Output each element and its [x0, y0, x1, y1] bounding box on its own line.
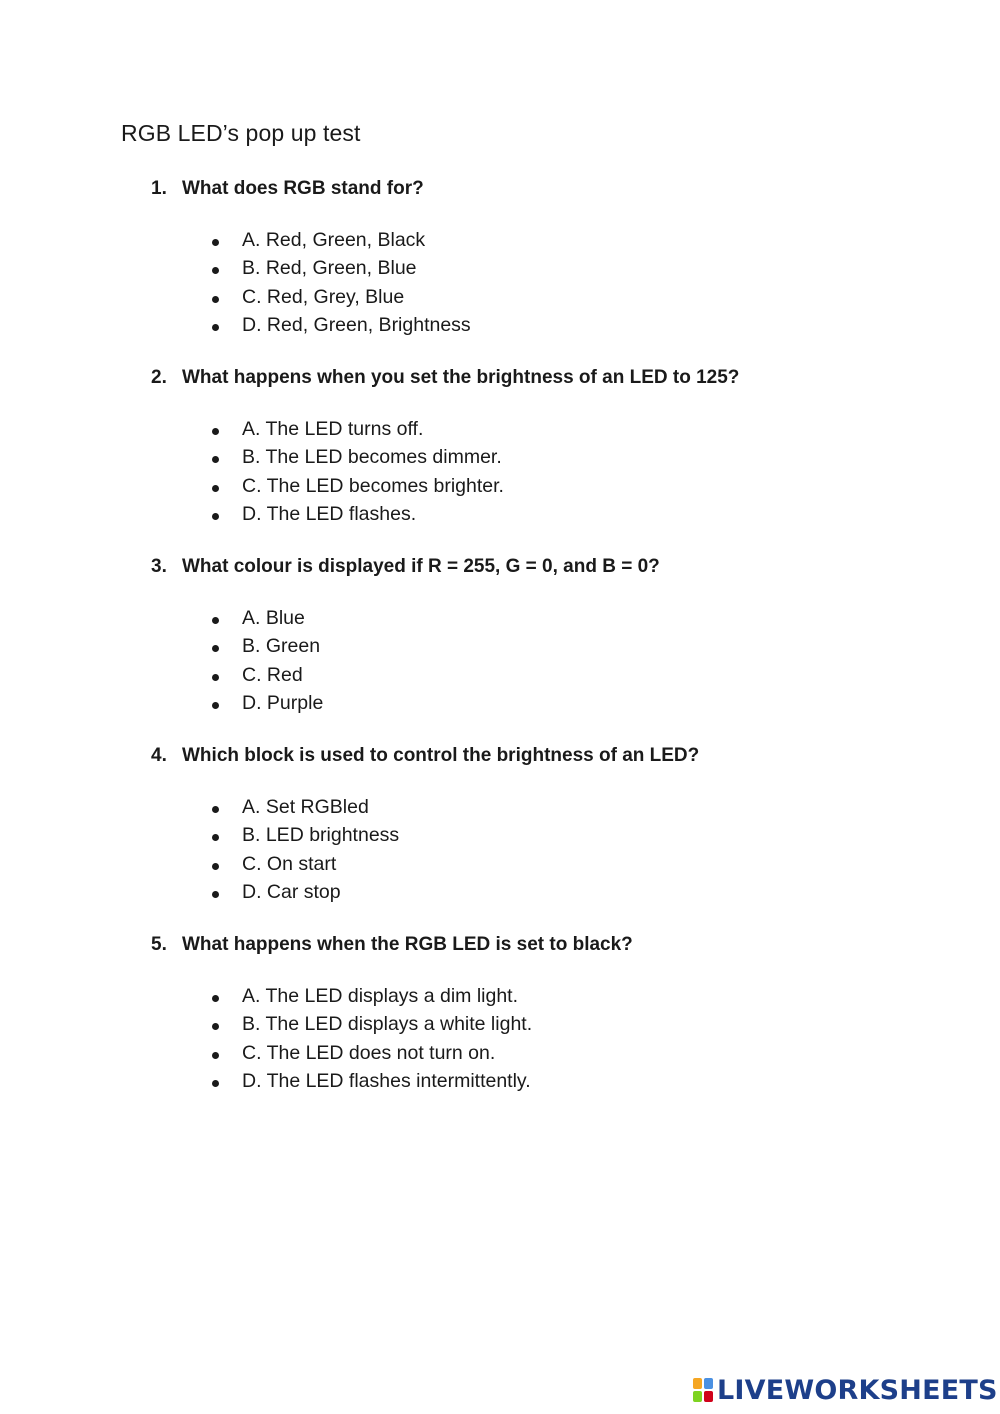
option-label: D. Car stop	[242, 881, 341, 904]
question-number: 3.	[151, 556, 167, 577]
option-label: D. The LED flashes.	[242, 503, 417, 526]
question-heading	[151, 745, 699, 767]
bullet-icon	[212, 995, 219, 1002]
option-label: B. The LED becomes dimmer.	[242, 446, 502, 469]
bullet-icon	[212, 645, 219, 652]
question-text: What happens when you set the brightness of an LED to 125?	[182, 367, 740, 388]
logo-square-1	[693, 1378, 702, 1389]
option-label: A. The LED displays a dim light.	[242, 985, 519, 1007]
bullet-icon	[212, 702, 219, 709]
option-label: A. Blue	[242, 607, 305, 629]
question-heading	[151, 934, 633, 956]
option-label: C. Red	[242, 663, 303, 686]
bullet-icon	[212, 891, 219, 898]
bullet-icon	[212, 1080, 219, 1087]
question-text: What colour is displayed if R = 255, G = 0, and B = 0?	[182, 556, 660, 577]
option-label: C. Red, Grey, Blue	[242, 285, 405, 308]
option-label: B. Red, Green, Blue	[242, 257, 417, 280]
question-number: 5.	[151, 934, 167, 955]
question-heading	[151, 556, 660, 578]
option-label: C. The LED becomes brighter.	[242, 474, 504, 497]
option-label: D. The LED flashes intermittently.	[242, 1070, 531, 1093]
bullet-icon	[212, 834, 219, 841]
bullet-icon	[212, 1052, 219, 1059]
page-title: RGB LED’s pop up test	[121, 120, 361, 146]
question-number: 4.	[151, 745, 167, 766]
logo-square-4	[704, 1391, 713, 1402]
bullet-icon	[212, 296, 219, 303]
bullet-icon	[212, 485, 219, 492]
question-text: What happens when the RGB LED is set to black?	[182, 934, 633, 955]
bullet-icon	[212, 513, 219, 520]
question-text: What does RGB stand for?	[182, 178, 424, 199]
question-number: 1.	[151, 178, 167, 199]
logo-text: LIVEWORKSHEETS	[717, 1374, 998, 1406]
bullet-icon	[212, 863, 219, 870]
bullet-icon	[212, 456, 219, 463]
logo-square-3	[693, 1391, 702, 1402]
liveworksheets-logo[interactable]	[692, 1373, 998, 1407]
question-text: Which block is used to control the brightness of an LED?	[182, 745, 700, 766]
bullet-icon	[212, 617, 219, 624]
option-label: A. The LED turns off.	[242, 418, 424, 440]
bullet-icon	[212, 239, 219, 246]
logo-square-2	[704, 1378, 713, 1389]
option-label: D. Red, Green, Brightness	[242, 314, 471, 337]
option-label: A. Red, Green, Black	[242, 229, 426, 251]
option-label: B. LED brightness	[242, 824, 400, 847]
bullet-icon	[212, 324, 219, 331]
option-label: A. Set RGBled	[242, 796, 369, 818]
logo-icon	[692, 1377, 714, 1403]
question-heading	[151, 178, 424, 200]
bullet-icon	[212, 267, 219, 274]
bullet-icon	[212, 1023, 219, 1030]
option-label: B. Green	[242, 635, 321, 658]
question-number: 2.	[151, 367, 167, 388]
bullet-icon	[212, 806, 219, 813]
option-label: C. The LED does not turn on.	[242, 1041, 496, 1064]
bullet-icon	[212, 428, 219, 435]
question-heading	[151, 367, 739, 389]
option-label: D. Purple	[242, 692, 324, 715]
option-label: B. The LED displays a white light.	[242, 1013, 533, 1036]
bullet-icon	[212, 674, 219, 681]
option-label: C. On start	[242, 852, 337, 875]
